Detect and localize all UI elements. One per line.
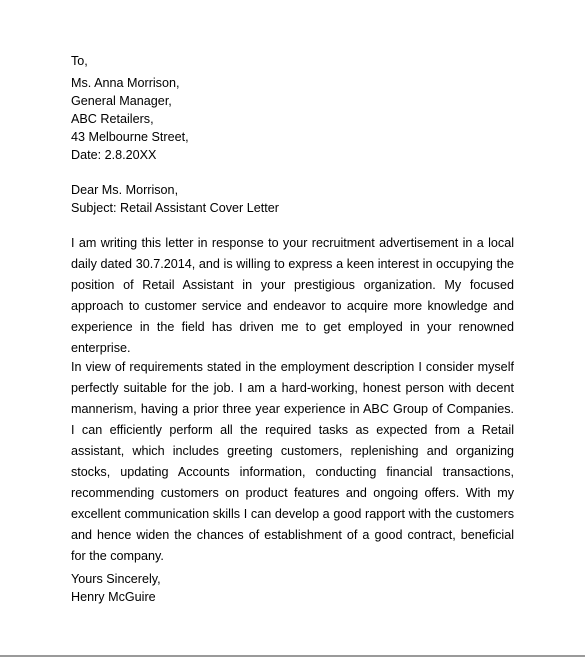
recipient-title: General Manager, (71, 94, 172, 108)
subject-line: Subject: Retail Assistant Cover Letter (71, 201, 279, 215)
letter-date: Date: 2.8.20XX (71, 148, 157, 162)
salutation-to: To, (71, 54, 88, 68)
closing-block (71, 570, 514, 606)
recipient-street: 43 Melbourne Street, (71, 130, 189, 144)
closing: Yours Sincerely, (71, 572, 161, 586)
recipient-company: ABC Retailers, (71, 112, 154, 126)
greeting-block (71, 181, 514, 217)
body-paragraph-2: In view of requirements stated in the employment description I consider myself perfectly suitable for the job. I am a hard-working, honest person with decent mannerism, having a prior three year experience in ABC Group of Companies. I can efficiently perform all the required tasks as expected from a Retail assistant, which includes greeting customers, replenishing and organizing stocks, updating Accounts information, conducting financial transactions, recommending customers on product features and ongoing offers. With my excellent communication skills I can develop a good rapport with the customers and hence widen the chances of establishment of a good contract, beneficial for the company. (71, 360, 514, 563)
greeting: Dear Ms. Morrison, (71, 183, 179, 197)
body-paragraph-1: I am writing this letter in response to your recruitment advertisement in a local daily dated 30.7.2014, and is willing to express a keen interest in occupying the position of Retail Assistant in your prestigious organization. My focused approach to customer service and endeavor to acquire more knowledge and experience in the field has driven me to get employed in your renowned enterprise. (71, 236, 514, 355)
recipient-address (71, 74, 514, 164)
signature-name: Henry McGuire (71, 590, 156, 604)
recipient-name: Ms. Anna Morrison, (71, 76, 180, 90)
to-line (71, 52, 514, 70)
